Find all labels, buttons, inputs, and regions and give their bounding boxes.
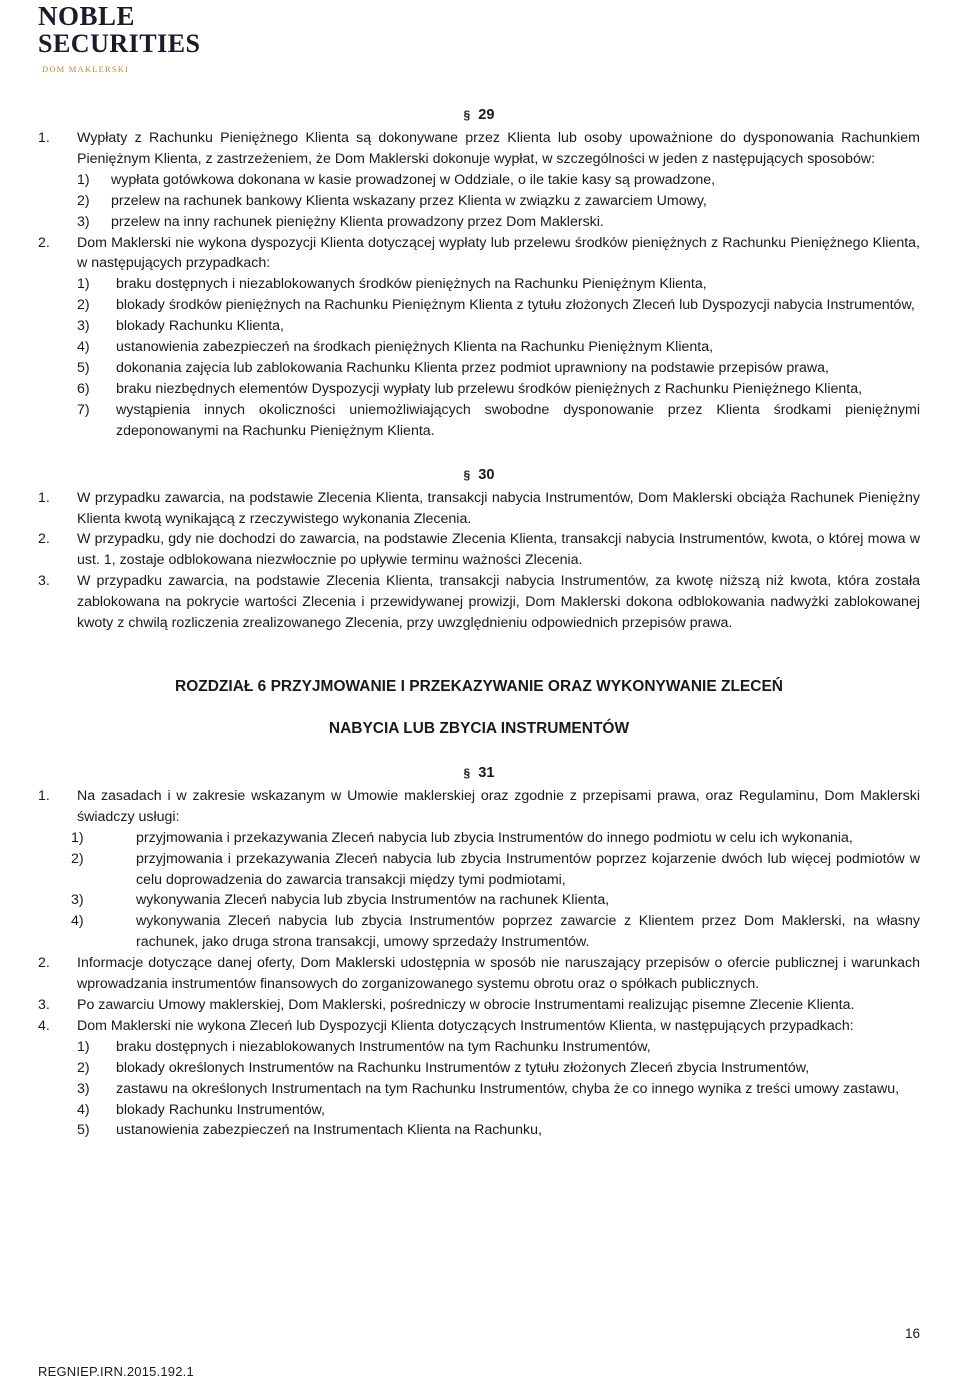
page-number: 16 [904, 1326, 920, 1341]
sub-item-number: 5) [77, 359, 90, 376]
list-item [38, 233, 920, 275]
sub-item-text: blokady określonych Instrumentów na Rachunku Instrumentów z tytułu złożonych Zleceń zbycia Instrumentów, [116, 1059, 810, 1076]
sub-item-text: dokonania zajęcia lub zablokowania Rachunku Klienta przez podmiot uprawniony na podstawie przepisów prawa, [116, 359, 829, 376]
item-text: W przypadku zawarcia, na podstawie Zlecenia Klienta, transakcji nabycia Instrumentów, Dom Maklerski obciąża Rachunek Pieniężny Klienta kwotą wynikającą z rzeczywistego wykonania Zlecenia. [77, 489, 920, 527]
sub-item-text: wykonywania Zleceń nabycia lub zbycia Instrumentów poprzez zawarcie z Klientem przez Dom Maklerski, na własny rachunek, jako druga strona transakcji, umowy sprzedaży Instrumentów. [136, 913, 920, 951]
item-number: 2. [38, 234, 50, 251]
sub-item-number: 2) [71, 850, 84, 867]
document-body [38, 103, 920, 1141]
paragraph-heading-29 [38, 103, 920, 128]
sub-item-number: 1) [77, 276, 90, 293]
item-text: Informacje dotyczące danej oferty, Dom Maklerski udostępnia w sposób nie naruszający przepisów o ofercie publicznej i warunkach wprowadzania instrumentów finansowych do zorganizowanego systemu obrotu oraz o spółkach publicznych. [77, 955, 920, 993]
sub-item [77, 379, 920, 400]
sub-item-text: braku dostępnych i niezablokowanych Instrumentów na tym Rachunku Instrumentów, [116, 1038, 651, 1055]
sub-item-number: 7) [77, 401, 90, 418]
item-text: W przypadku zawarcia, na podstawie Zlecenia Klienta, transakcji nabycia Instrumentów, za kwotę niższą niż kwota, która została zablokowana na pokrycie wartości Zlecenia i przewidywanej prowizji, Dom Maklerski dokona odblokowania nadwyżki zablokowanej kwoty z chwilą rozliczenia zrealizowanego Zlecenia, przy uwzględnieniu odpowiednich przepisów prawa. [77, 573, 920, 632]
paragraph-number: 29 [478, 107, 495, 123]
sub-item [77, 274, 920, 295]
item-number: 1. [38, 787, 50, 804]
sub-item-number: 3) [71, 892, 84, 909]
sub-item-text: przyjmowania i przekazywania Zleceń nabycia lub zbycia Instrumentów do innego podmiotu w celu ich wykonania, [136, 829, 853, 846]
sub-item [77, 400, 920, 442]
sub-item-text: braku dostępnych i niezablokowanych środków pieniężnych na Rachunku Pieniężnym Klienta, [116, 276, 707, 293]
sub-item [71, 911, 920, 953]
item-number: 2. [38, 955, 50, 972]
sub-item-text: przyjmowania i przekazywania Zleceń nabycia lub zbycia Instrumentów poprzez kojarzenie dwóch lub więcej podmiotów w celu doprowadzenia do zawarcia transakcji między tymi podmiotami, [136, 850, 920, 888]
item-number: 3. [38, 573, 50, 590]
list-item [38, 995, 920, 1016]
list-item [38, 1016, 920, 1037]
sub-item-number: 4) [77, 339, 90, 356]
list-item [38, 953, 920, 995]
item-number: 4. [38, 1017, 50, 1034]
sub-item-number: 6) [77, 380, 90, 397]
section-sign: § [463, 108, 471, 122]
sub-item-number: 3) [77, 1080, 90, 1097]
item-text: W przypadku, gdy nie dochodzi do zawarcia, na podstawie Zlecenia Klienta, transakcji nabycia Instrumentów, kwota, o której mowa w ust. 1, zostaje odblokowana niezwłocznie po upływie terminu ważności Zlecenia. [77, 531, 920, 569]
sub-item-number: 4) [77, 1101, 90, 1118]
logo-line-2: SECURITIES [38, 29, 201, 58]
sub-item-text: wystąpienia innych okoliczności uniemożliwiających swobodne dysponowanie przez Klienta środkami pieniężnymi zdeponowanymi na Rachunku Pieniężnym Klienta. [116, 401, 920, 439]
chapter-title-line-2: NABYCIA LUB ZBYCIA INSTRUMENTÓW [328, 719, 630, 737]
sub-item-text: ustanowienia zabezpieczeń na środkach pieniężnych Klienta na Rachunku Pieniężnym Klienta, [116, 339, 714, 356]
paragraph-heading-30 [38, 463, 920, 488]
sub-item-number: 3) [77, 213, 90, 230]
item-number: 2. [38, 531, 50, 548]
list-item [38, 128, 920, 170]
sub-item [77, 1120, 920, 1141]
item-text: Na zasadach i w zakresie wskazanym w Umowie maklerskiej oraz zgodnie z przepisami prawa, oraz Regulaminu, Dom Maklerski świadczy usługi: [77, 787, 920, 825]
sub-item [77, 170, 920, 191]
sub-item [77, 1037, 920, 1058]
sub-item-text: braku niezbędnych elementów Dyspozycji wypłaty lub przelewu środków pieniężnych z Rachunku Pieniężnego Klienta, [116, 380, 863, 397]
sub-item [71, 849, 920, 891]
sub-item-text: wypłata gotówkowa dokonana w kasie prowadzonej w Oddziale, o ile takie kasy są prowadzone, [111, 171, 716, 188]
sub-item-text: zastawu na określonych Instrumentach na tym Rachunku Instrumentów, chyba że co innego wynika z treści umowy zastawu, [116, 1080, 900, 1097]
sub-item-number: 2) [77, 297, 90, 314]
sub-item-number: 3) [77, 318, 90, 335]
sub-item-text: wykonywania Zleceń nabycia lub zbycia Instrumentów na rachunek Klienta, [136, 892, 610, 909]
list-item [38, 488, 920, 530]
sub-item-text: blokady Rachunku Klienta, [116, 318, 284, 335]
section-sign: § [463, 467, 471, 482]
sub-item-text: ustanowienia zabezpieczeń na Instrumentach Klienta na Rachunku, [116, 1122, 542, 1139]
item-text: Dom Maklerski nie wykona Zleceń lub Dyspozycji Klienta dotyczących Instrumentów Klienta, w następujących przypadkach: [77, 1017, 854, 1034]
list-item [38, 571, 920, 634]
sub-item-text: blokady środków pieniężnych na Rachunku Pieniężnym Klienta z tytułu złożonych Zleceń lub Dyspozycji nabycia Instrumentów, [116, 297, 915, 314]
sub-item [77, 337, 920, 358]
sub-item [77, 316, 920, 337]
sub-item-number: 4) [71, 913, 84, 930]
item-number: 1. [38, 489, 50, 506]
list-item [38, 529, 920, 571]
logo-line-1: NOBLE [38, 1, 136, 31]
paragraph-number: 30 [478, 466, 495, 483]
list-item [38, 786, 920, 828]
sub-item-number: 1) [77, 1038, 90, 1055]
sub-item [77, 191, 920, 212]
chapter-title-line-1: ROZDZIAŁ 6 PRZYJMOWANIE I PRZEKAZYWANIE ORAZ WYKONYWANIE ZLECEŃ [175, 677, 783, 695]
logo-line-3: DOM MAKLERSKI [42, 64, 130, 74]
sub-item [77, 295, 920, 316]
item-text: Wypłaty z Rachunku Pieniężnego Klienta są dokonywane przez Klienta lub osoby upoważnione do dysponowania Rachunkiem Pieniężnym Klienta, z zastrzeżeniem, że Dom Maklerski dokonuje wypłat, w szczególności w jeden z następujących sposobów: [77, 130, 920, 167]
sub-item [77, 1058, 920, 1079]
sub-item-number: 1) [77, 171, 90, 188]
item-text: Po zawarciu Umowy maklerskiej, Dom Maklerski, pośredniczy w obrocie Instrumentami realizując pisemne Zlecenie Klienta. [77, 997, 855, 1013]
sub-item-number: 5) [77, 1122, 90, 1139]
sub-item-number: 1) [71, 829, 84, 846]
sub-item [77, 212, 920, 233]
sub-item [71, 890, 920, 911]
sub-item-number: 2) [77, 192, 90, 209]
sub-item-number: 2) [77, 1059, 90, 1076]
section-sign: § [463, 765, 471, 780]
sub-item-text: przelew na rachunek bankowy Klienta wskazany przez Klienta w związku z zawarciem Umowy, [111, 192, 707, 209]
sub-item [77, 1100, 920, 1121]
item-number: 1. [38, 130, 50, 146]
item-text: Dom Maklerski nie wykona dyspozycji Klienta dotyczącej wypłaty lub przelewu środków pieniężnych z Rachunku Pieniężnego Klienta, w następujących przypadkach: [77, 234, 920, 272]
sub-item [77, 358, 920, 379]
item-number: 3. [38, 997, 50, 1013]
sub-item [71, 828, 920, 849]
document-reference: REGNIEP.IRN.2015.192.1 [38, 1364, 194, 1379]
paragraph-number: 31 [478, 764, 495, 781]
sub-item-text: blokady Rachunku Instrumentów, [116, 1101, 325, 1118]
paragraph-heading-31 [38, 761, 920, 786]
sub-item [77, 1079, 920, 1100]
sub-item-text: przelew na inny rachunek pieniężny Klienta prowadzony przez Dom Maklerski. [111, 213, 604, 230]
company-logo [38, 0, 208, 74]
